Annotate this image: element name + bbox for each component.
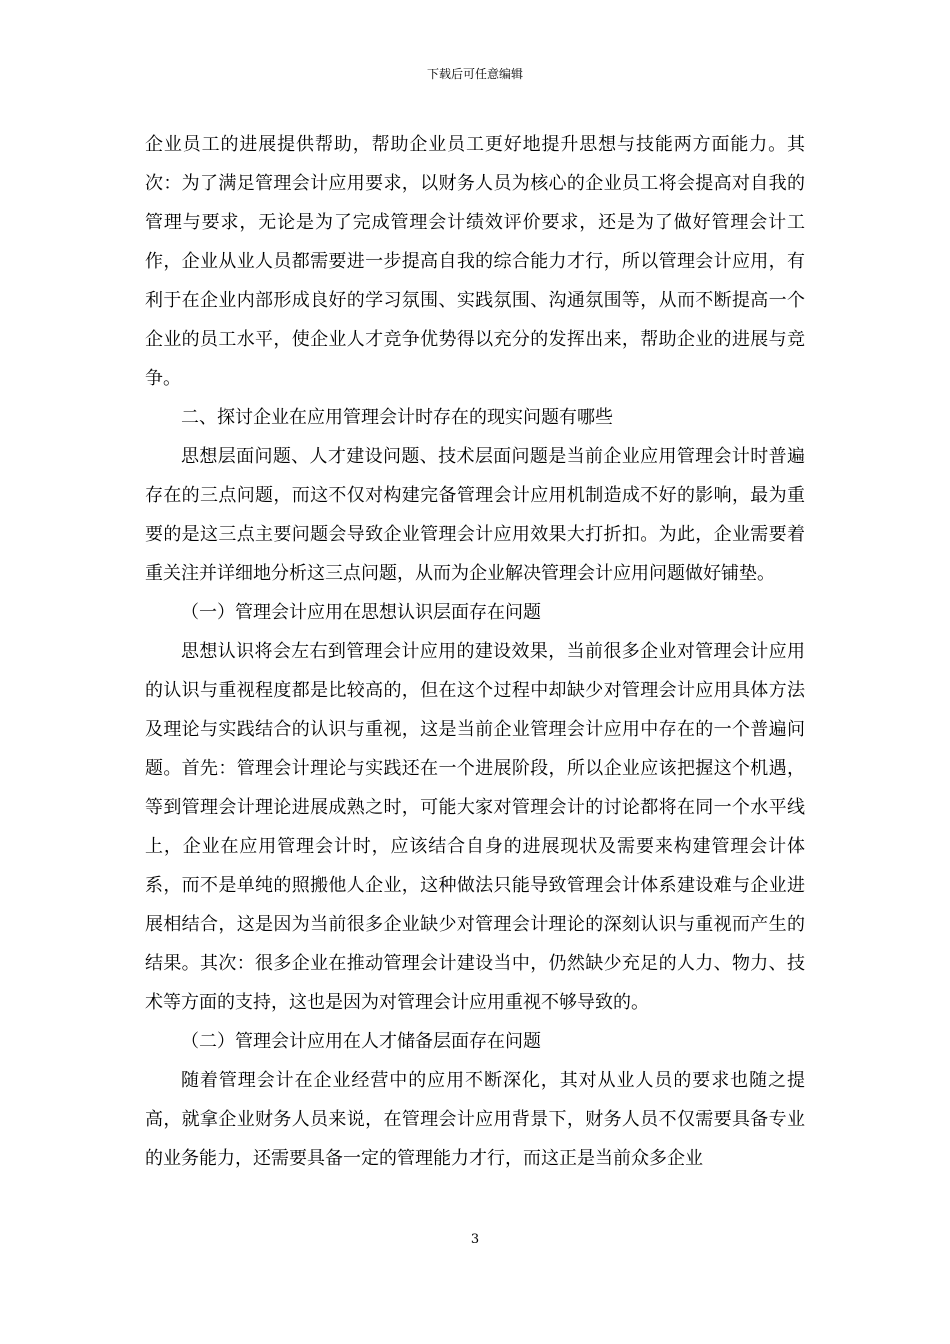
paragraph: 随着管理会计在企业经营中的应用不断深化，其对从业人员的要求也随之提高，就拿企业财务人员来说，在管理会计应用背景下，财务人员不仅需要具备专业的业务能力，还需要具备一定的管理能力才行，而这正是当前众多企业 — [145, 1070, 805, 1169]
document-body — [145, 125, 805, 1178]
section-heading: 二、探讨企业在应用管理会计时存在的现实问题有哪些 — [181, 407, 613, 428]
paragraph: 企业员工的进展提供帮助，帮助企业员工更好地提升思想与技能两方面能力。其次：为了满足管理会计应用要求，以财务人员为核心的企业员工将会提高对自我的管理与要求，无论是为了完成管理会计绩效评价要求，还是为了做好管理会计工作，企业从业人员都需要进一步提高自我的综合能力才行，所以管理会计应用，有利于在企业内部形成良好的学习氛围、实践氛围、沟通氛围等，从而不断提高一个企业的员工水平，使企业人才竞争优势得以充分的发挥出来，帮助企业的进展与竞争。 — [145, 134, 805, 389]
page-number: 3 — [470, 1232, 480, 1247]
paragraph: 思想层面问题、人才建设问题、技术层面问题是当前企业应用管理会计时普遍存在的三点问题，而这不仅对构建完备管理会计应用机制造成不好的影响，最为重要的是这三点主要问题会导致企业管理会计应用效果大打折扣。为此，企业需要着重关注并详细地分析这三点问题，从而为企业解决管理会计应用问题做好铺垫。 — [145, 446, 805, 584]
paragraph: 思想认识将会左右到管理会计应用的建设效果，当前很多企业对管理会计应用的认识与重视程度都是比较高的，但在这个过程中却缺少对管理会计应用具体方法及理论与实践结合的认识与重视，这是当前企业管理会计应用中存在的一个普遍问题。首先：管理会计理论与实践还在一个进展阶段，所以企业应该把握这个机遇，等到管理会计理论进展成熟之时，可能大家对管理会计的讨论都将在同一个水平线上，企业在应用管理会计时，应该结合自身的进展现状及需要来构建管理会计体系，而不是单纯的照搬他人企业，这种做法只能导致管理会计体系建设难与企业进展相结合，这是因为当前很多企业缺少对管理会计理论的深刻认识与重视而产生的结果。其次：很多企业在推动管理会计建设当中，仍然缺少充足的人力、物力、技术等方面的支持，这也是因为对管理会计应用重视不够导致的。 — [145, 641, 805, 1013]
subsection-heading: （一）管理会计应用在思想认识层面存在问题 — [181, 602, 541, 623]
page-header: 下载后可任意编辑 — [426, 67, 523, 81]
subsection-heading: （二）管理会计应用在人才储备层面存在问题 — [181, 1031, 541, 1052]
